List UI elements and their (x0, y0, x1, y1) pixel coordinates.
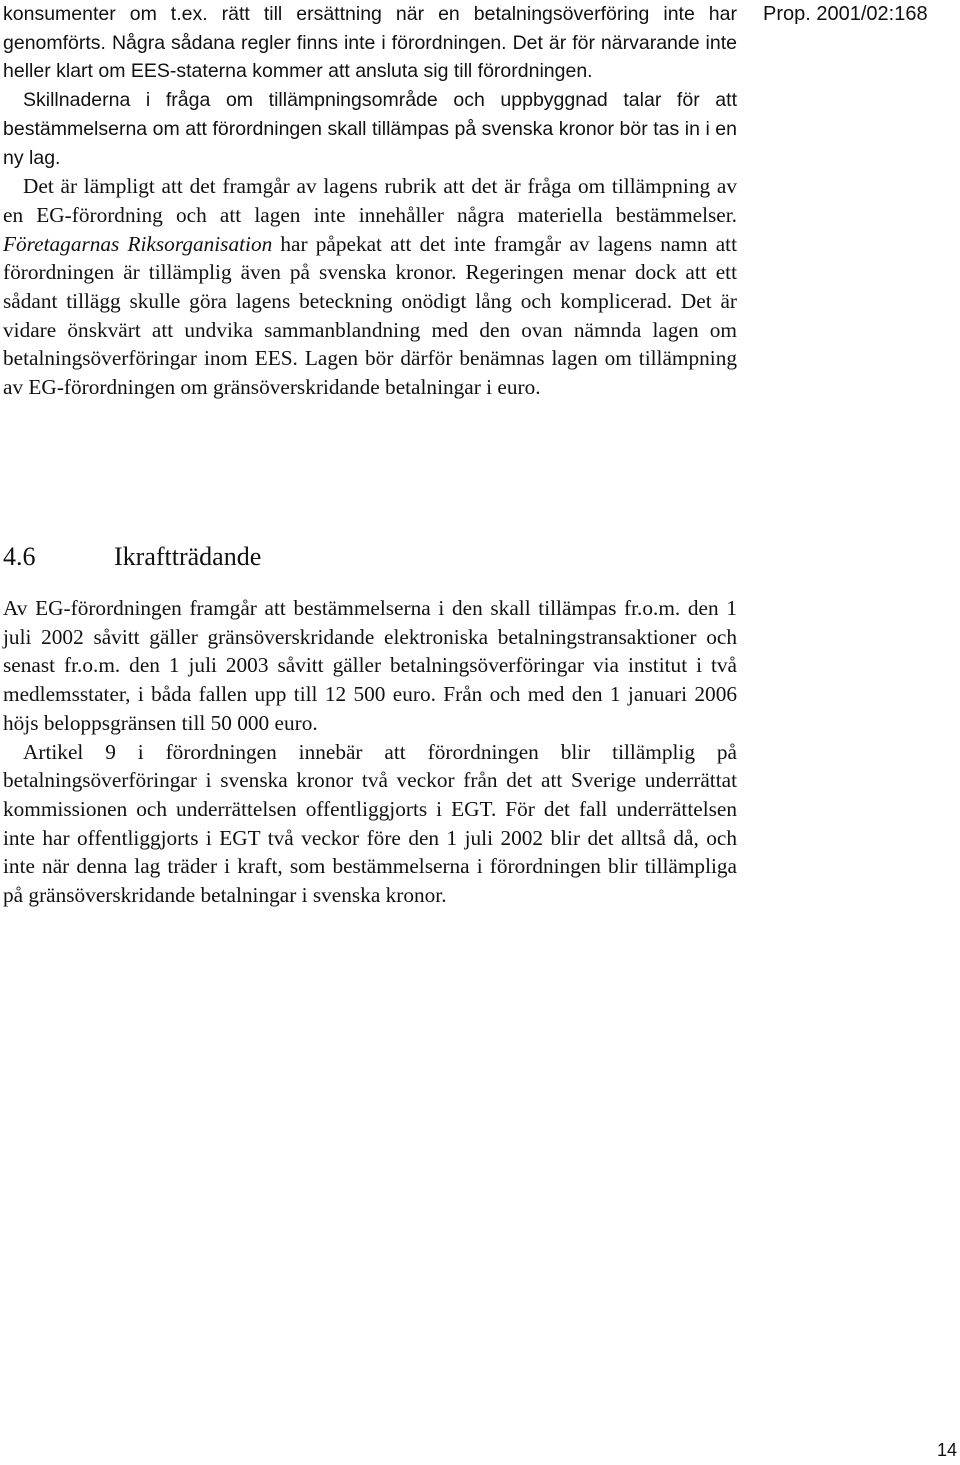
organisation-name: Företagarnas Riksorganisation (3, 231, 273, 256)
body-text-upper (3, 0, 737, 402)
page-number: 14 (936, 1440, 957, 1460)
proposition-reference: Prop. 2001/02:168 (763, 3, 928, 25)
paragraph-article-9: Artikel 9 i förordningen innebär att förordningen blir tillämplig på betalningsöverföringar i svenska kronor två veckor från det att Sverige underrättat kommissionen och underrättelsen offentliggjorts i EGT. För det fall underrättelsen inte har offentliggjorts i EGT två veckor före den 1 juli 2002 blir det alltså då, och inte när denna lag träder i kraft, som bestämmelserna i förordningen blir tillämpliga på gränsöverskridande betalningar i svenska kronor. (3, 739, 737, 908)
section-title: Ikraftträdande (114, 542, 262, 571)
paragraph-differences: Skillnaderna i fråga om tillämpningsområde och uppbyggnad talar för att bestämmelserna om att förordningen skall tillämpas på svenska kronor bör tas in i en ny lag. (3, 89, 737, 169)
section-heading (3, 541, 737, 573)
section-number: 4.6 (3, 542, 36, 571)
paragraph-effective-dates: Av EG-förordningen framgår att bestämmelserna i den skall tillämpas fr.o.m. den 1 juli 2002 såvitt gäller gränsöverskridande elektroniska betalningstransaktioner och senast fr.o.m. den 1 juli 2003 såvitt gäller betalningsöverföringar via institut i två medlemsstater, i båda fallen upp till 12 500 euro. Från och med den 1 januari 2006 höjs beloppsgränsen till 50 000 euro. (3, 596, 737, 735)
paragraph-consumer-rights: konsumenter om t.ex. rätt till ersättning när en betalningsöverföring inte har genomförts. Några sådana regler finns inte i förordningen. Det är för närvarande inte heller klart om EES-staterna kommer att ansluta sig till förordningen. (3, 3, 737, 83)
paragraph-law-title-part1: Det är lämpligt att det framgår av lagens rubrik att det är fråga om tillämpning av en EG-förordning och att lagen inte innehåller några materiella bestämmelser. (3, 174, 737, 227)
paragraph-law-title (3, 172, 737, 402)
body-text-lower (3, 594, 737, 910)
paragraph-law-title-part2: har påpekat att det inte framgår av lagens namn att förordningen är tillämplig även på svenska kronor. Regeringen menar dock att ett sådant tillägg skulle göra lagens beteckning onödigt lång och komplicerad. Det är vidare önskvärt att undvika sammanblandning med den ovan nämnda lagen om betalningsöverföringar inom EES. Lagen bör därför benämnas lagen om tillämpning av EG-förordningen om gränsöverskridande betalningar i euro. (3, 231, 737, 400)
